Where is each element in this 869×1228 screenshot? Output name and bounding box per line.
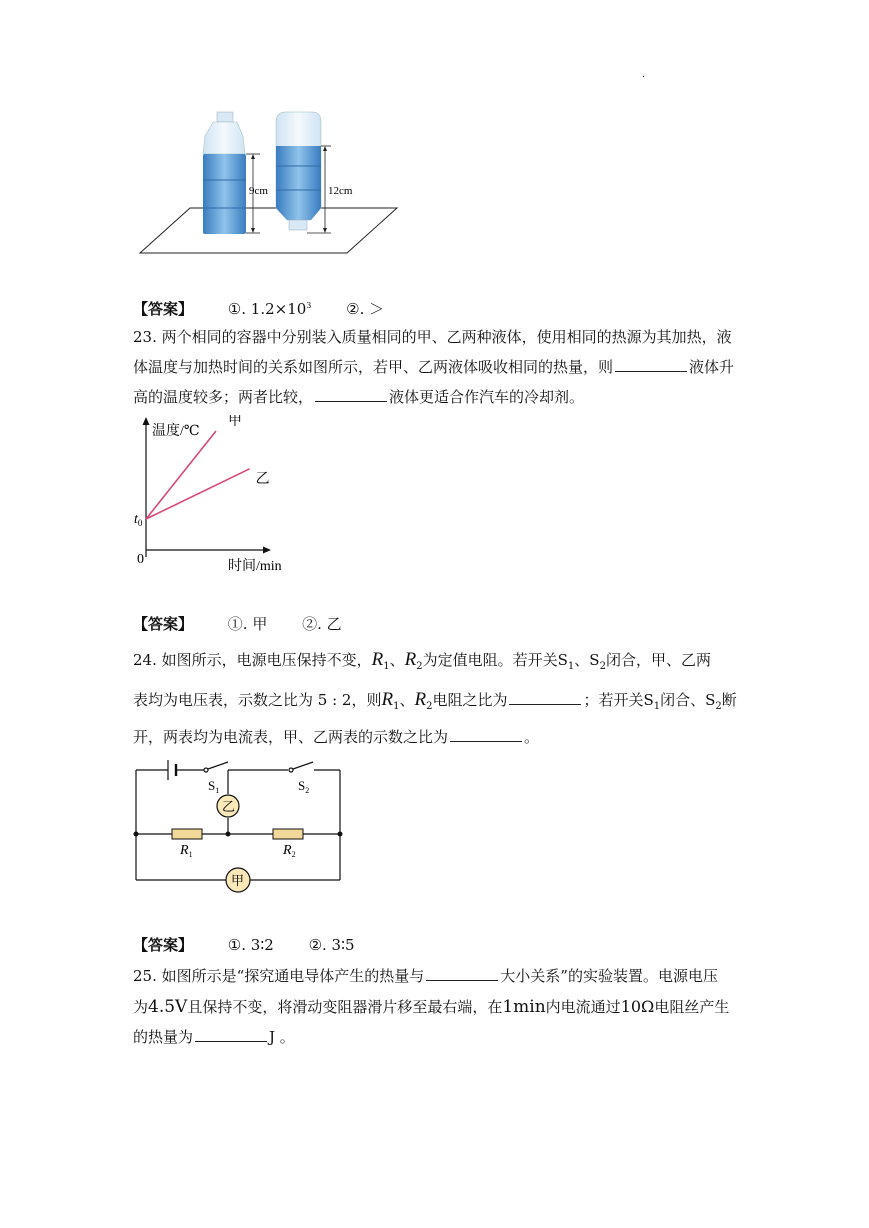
label-12cm: 12cm [328,185,353,197]
q25-line-3: 的热量为 J 。 [133,1028,295,1046]
resistor-r2 [273,829,303,839]
upright-bottle [203,112,246,234]
temperature-time-chart [130,415,300,575]
answer-23 [133,614,372,634]
header-dot: · [642,72,646,83]
q23-line-1: 23. 两个相同的容器中分别装入质量相同的甲、乙两种液体，使用相同的热源为其加热，液 [133,328,732,346]
answer-item-2: ②. 3∶5 [308,936,355,954]
r2-label: $R_2$ [283,843,296,859]
answer-item-2: ②. ＞ [346,300,385,318]
answer-blank[interactable] [195,1027,267,1042]
x-axis-label: 时间/min [228,559,282,574]
s1-label: $S_1$ [208,778,220,795]
answer-item-1: ①. $1.2\times 10^3$ [227,300,312,318]
answer-blank[interactable] [615,357,687,372]
answer-24 [133,935,385,955]
answer-item-1: ①. 甲 [227,615,268,633]
answer-blank[interactable] [426,966,498,981]
answer-blank[interactable] [315,387,387,402]
table-plane [140,208,397,253]
r1-label: $R_1$ [180,843,193,859]
answer-label: 【答案】 [133,936,194,954]
origin-label: 0 [137,552,144,567]
answer-label: 【答案】 [133,300,194,318]
q25-line-1: 25. 如图所示是“探究通电导体产生的热量与 大小关系”的实验装置。电源电压 [133,967,718,985]
t0-label: $t_0$ [134,512,143,528]
q24-line-3: 开，两表均为电流表，甲、乙两表的示数之比为 。 [133,728,540,746]
y-axis-arrow [143,417,150,425]
series-line-2 [146,469,250,519]
q25-line-2: 为4.5V且保持不变，将滑动变阻器滑片移至最右端，在1min内电流通过10Ω电阻丝产生 [133,997,730,1017]
bottles-figure [135,108,405,258]
answer-22 [133,296,414,319]
switch-s1 [208,762,228,769]
y-axis-label: 温度/℃ [152,424,200,439]
inverted-bottle [276,112,321,230]
label-9cm: 9cm [249,185,268,197]
q24-line-2: 表均为电压表，示数之比为 5 : 2，则$R_1$、$R_2$电阻之比为 ；若开关$S_1$闭合、$S_2$断 [133,689,737,712]
answer-blank[interactable] [509,690,581,705]
q23-line-3: 高的温度较多；两者比较， 液体更适合作汽车的冷却剂。 [133,388,585,406]
q24-line-1: 24. 如图所示，电源电压保持不变，$R_1$、$R_2$为定值电阻。若开关$S_1$、$S_2$闭合，甲、乙两 [133,649,711,672]
circuit-diagram [128,758,353,898]
x-axis-arrow [263,547,271,554]
q23-line-2: 体温度与加热时间的关系如图所示，若甲、乙两液体吸收相同的热量，则 液体升 [133,358,735,376]
answer-item-2: ②. 乙 [302,615,342,633]
meter-jia-label: 甲 [231,873,245,888]
answer-label: 【答案】 [133,615,194,633]
answer-item-1: ①. 3∶2 [227,936,274,954]
meter-yi-label: 乙 [222,799,236,814]
s2-label: $S_2$ [298,778,310,795]
series-label-2: 乙 [255,471,270,487]
series-label-1: 甲 [228,415,242,429]
switch-s2 [293,762,313,769]
resistor-r1 [172,829,202,839]
series-line-1 [146,431,216,519]
answer-blank[interactable] [450,727,522,742]
